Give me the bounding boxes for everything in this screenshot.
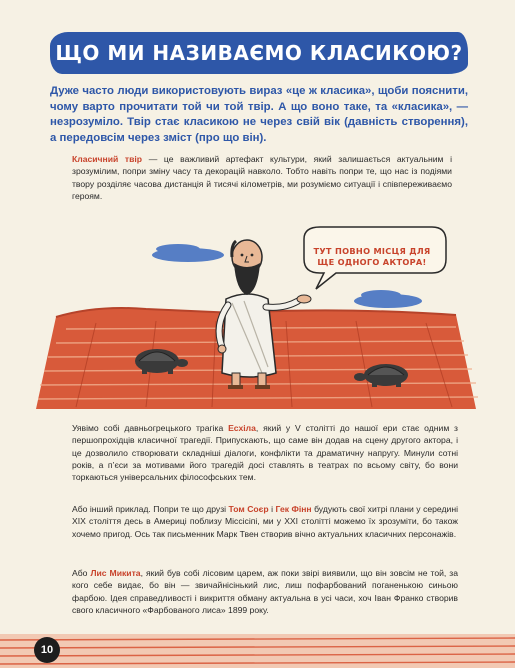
intro-paragraph [72,153,452,202]
paragraph2-mid: і [268,504,276,514]
paragraph1-before: Уявімо собі давньогрецького трагіка [72,423,229,433]
paragraph3-after: , який був собі лісовим царем, аж поки звірі виявили, що він зовсім не той, за кого себе видає, бо він — звичайнісінький лис, лиш пофарбований поганенькою синьою фарбою. Ідея справедливості і викриття обману актуальна в усі часи, хоч Іван Франко створив свого класичного «Фарбованого лиса» 1899 року. [72,568,459,615]
cloud-left [152,244,224,262]
paragraph1-after: , який у V столітті до нашої ери стає одним з першопрохідців класичної трагедії. Припускають, що саме він додав на сцену другого актора, і це дозволило створювати складніші діалоги, конфлікти та драматичну напругу. Минули сотні років, а п’єси за мотивами його трагедій досі ставлять в театрах по всьому світу, бо вони торкаються універсальних філософських тем. [72,423,458,483]
cloud-right [354,290,422,308]
bottom-decor-band [0,624,515,668]
title-banner [50,32,468,74]
name-aeschylus: Есхіла [228,423,256,433]
paragraph3-before: Або [72,568,91,578]
intro-text: — це важливий артефакт культури, який залишається актуальним і зрозумілим, попри зміну часу та декорацій навколо. Тобто навіть попри те, що нас із подіями твору розділяє часова дистанція й тисячі кілометрів, ми розуміємо ситуації і співпереживаємо героям. [72,154,452,201]
paragraph2-before: Або інший приклад. Попри те що друзі [72,504,229,514]
speech-bubble-text: ТУТ ПОВНО МІСЦЯ ДЛЯ ЩЕ ОДНОГО АКТОРА! [313,246,431,267]
paragraph2-after: будують свої хитрі плани у середині XIX століття десь в Америці поблизу Міссісіпі, ми у XXI столітті можемо їх зрозуміти, бо також хочемо пригод. Ось так письменник Марк Твен створив вічно актуальних класичних персонажів. [72,504,458,539]
name-tom-sawyer: Том Соєр [228,504,269,514]
paragraph-aeschylus [72,422,458,483]
page-number-badge: 10 [34,637,60,663]
paragraph-lys-mykyta [72,567,458,616]
illustration-philosopher [36,197,482,409]
lead-paragraph: Дуже часто люди використовують вираз «це ж класика», щоби пояснити, чому варто прочитати той чи той твір. А що воно таке, та «класика», — незрозуміло. Твір стає класикою не через свій вік (давність створення), а передовсім через зміст (про що він). [50,85,468,144]
name-lys-mykyta: Лис Микита [90,568,141,578]
page-title: ЩО МИ НАЗИВАЄМО КЛАСИКОЮ? [55,41,463,65]
term-classic-work: Класичний твір [72,154,143,164]
paragraph-tom-sawyer [72,503,458,540]
name-huck-finn: Гек Фінн [275,504,312,514]
